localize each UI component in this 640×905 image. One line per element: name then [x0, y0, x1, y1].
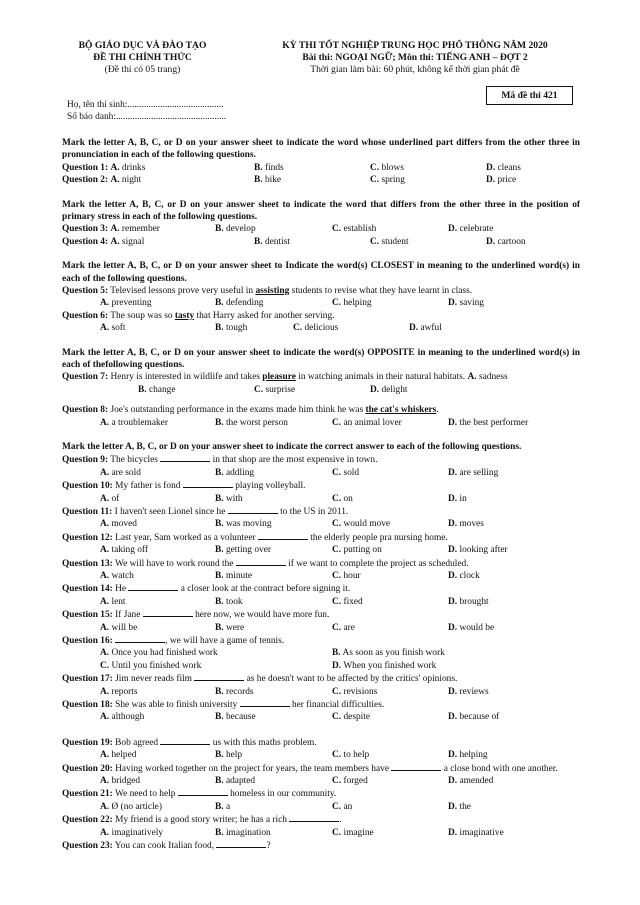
question-7: Question 7: Henry is interested in wildlife and takes pleasure in watching animals in their natural habitats. A. sadness	[62, 372, 508, 383]
question-15: Question 15: If Jane here now, we would have more fun.	[62, 610, 330, 621]
q2-option-c: spring	[381, 175, 405, 186]
student-info	[67, 99, 226, 123]
question-2: Question 2: A. night B. bike C. spring D. price	[62, 175, 517, 186]
q3-label: Question 3:	[62, 224, 109, 235]
answer-blank	[160, 453, 210, 462]
answer-blank	[194, 672, 244, 681]
q12-options: A. taking off B. getting over C. putting on D. looking after	[100, 545, 508, 556]
q13-options: A. watch B. minute C. hour D. clock	[100, 571, 480, 581]
q17-options: A. reports B. records C. revisions D. reviews	[100, 686, 489, 697]
answer-blank	[289, 813, 339, 822]
answer-blank	[240, 698, 290, 707]
q15-options: A. will be B. were C. are D. would be	[100, 622, 495, 633]
q6-options: A. soft B. tough C. delicious D. awful	[100, 323, 442, 334]
section-4-instruction: Mark the letter A, B, C, or D on your answer sheet to indicate the word(s) OPPOSITE in meaning to the underlined word(s) in each of thefollowing questions.	[62, 347, 580, 370]
question-8: Question 8: Joe's outstanding performance in the exams made him think he was the cat's whiskers.	[62, 405, 439, 416]
q4-option-b: dentist	[264, 236, 290, 247]
question-6: Question 6: The soup was so tasty that Harry asked for another serving.	[62, 310, 335, 321]
q3-option-c: establish	[343, 224, 377, 235]
q19-options: A. helped B. help C. to help D. helping	[100, 750, 488, 761]
q4-option-c: student	[381, 236, 409, 247]
question-19: Question 19: Bob agreed us with this maths problem.	[62, 737, 317, 748]
q2-option-d: price	[497, 175, 517, 186]
q18-options: A. although B. because C. despite D. because of	[100, 712, 500, 723]
q3-option-a: remember	[121, 224, 160, 235]
q8-options: A. a troublemaker B. the worst person C. an animal lover D. the best performer	[100, 417, 529, 428]
q11-options: A. moved B. was moving C. would move D. moves	[100, 519, 484, 530]
q8-underlined: the cat's whiskers	[365, 405, 437, 416]
q1-option-c: blows	[381, 162, 404, 173]
q4-option-d: cartoon	[497, 236, 526, 247]
student-name-line: Họ, tên thí sinh:.........................................	[67, 100, 224, 110]
q4-option-a: signal	[121, 236, 145, 247]
exam-subject: Bài thi: NGOẠI NGỮ; Môn thi: TIẾNG ANH – ĐỢT 2	[302, 52, 528, 63]
section-1-instruction: Mark the letter A, B, C, or D on your answer sheet to indicate the word whose underlined part differs from the other three in pronunciation in each of the following questions.	[62, 138, 580, 161]
question-4: Question 4: A. signal B. dentist C. student D. cartoon	[62, 236, 526, 247]
answer-blank	[258, 531, 308, 540]
question-13: Question 13: We will have to work round the if we want to complete the project as scheduled.	[62, 558, 469, 569]
q7-underlined: pleasure	[262, 372, 296, 383]
q1-option-a: drinks	[121, 162, 146, 173]
q3-option-b: develop	[225, 224, 256, 235]
q14-options: A. lent B. took C. fixed D. brought	[100, 596, 489, 607]
answer-blank	[183, 479, 233, 488]
q1-option-b: finds	[264, 162, 284, 173]
q6-underlined: tasty	[174, 310, 195, 321]
question-21: Question 21: We need to help homeless in our community.	[62, 789, 337, 800]
question-5: Question 5: Televised lessons prove very useful in assisting students to revise what they have learnt in class.	[62, 286, 473, 296]
q5-options: A. preventing B. defending C. helping D. saving	[100, 298, 484, 309]
exam-content	[62, 137, 580, 852]
pages-note: (Đề thi có 05 trang)	[104, 64, 181, 75]
header-left	[50, 40, 235, 76]
q3-option-d: celebrate	[459, 224, 494, 235]
ministry-name: BỘ GIÁO DỤC VÀ ĐÀO TẠO	[78, 40, 207, 51]
question-23: Question 23: You can cook Italian food, ?	[62, 840, 271, 851]
question-10: Question 10: My father is fond playing volleyball.	[62, 481, 306, 492]
answer-blank	[391, 762, 441, 771]
student-id-line: Số báo danh:...............................................	[67, 112, 227, 122]
q16-options-ab: A. Once you had finished work B. As soon as you finish work	[100, 648, 445, 659]
q4-label: Question 4:	[62, 236, 109, 247]
q10-options: A. of B. with C. on D. in	[100, 493, 467, 504]
q20-options: A. bridged B. adapted C. forged D. amended	[100, 775, 494, 786]
q2-label: Question 2:	[62, 175, 109, 186]
question-16: Question 16: , we will have a game of tennis.	[62, 635, 285, 646]
official-label: ĐỀ THI CHÍNH THỨC	[93, 52, 192, 63]
q9-options: A. are sold B. addling C. sold D. are selling	[100, 467, 499, 478]
answer-blank	[178, 787, 228, 796]
answer-blank	[228, 505, 278, 514]
q22-options: A. imaginatively B. imagination C. imagine D. imaginative	[100, 827, 504, 838]
exam-code-box: Mã đề thi 421	[486, 86, 573, 105]
q1-label: Question 1:	[62, 162, 109, 173]
question-9: Question 9: The bicycles in that shop are the most expensive in town.	[62, 455, 378, 466]
q21-options: A. Ø (no article) B. a C. an D. the	[100, 801, 471, 812]
question-22: Question 22: My friend is a good story writer; he has a rich .	[62, 815, 342, 826]
question-20: Question 20: Having worked together on the project for years, the team members have a close bond with one another.	[62, 763, 558, 774]
answer-blank	[160, 736, 210, 745]
question-1: Question 1: A. drinks B. finds C. blows D. cleans	[62, 162, 521, 173]
section-5-instruction: Mark the letter A, B, C, or D on your answer sheet to indicate the correct answer to each of the following questions.	[62, 442, 522, 452]
question-12: Question 12: Last year, Sam worked as a volunteer the elderly people pra nursing home.	[62, 532, 448, 543]
answer-blank	[143, 608, 193, 617]
question-11: Question 11: I haven't seen Lionel since he to the US in 2011.	[62, 507, 349, 517]
section-3-instruction: Mark the letter A, B, C, or D on your answer sheet to Indicate the word(s) CLOSEST in meaning to the underlined word(s) in each of the following questions.	[62, 261, 580, 284]
question-3: Question 3: A. remember B. develop C. establish D. celebrate	[62, 224, 494, 235]
question-18: Question 18: She was able to finish university her financial difficulties.	[62, 699, 385, 710]
question-17: Question 17: Jim never reads film as he doesn't want to be affected by the critics' opinions.	[62, 674, 458, 685]
q7-options: B. change C. surprise D. delight	[138, 384, 408, 395]
q16-options-cd: C. Until you finished work D. When you finished work	[100, 660, 437, 671]
q5-underlined: assisting	[255, 286, 290, 296]
exam-title: KỲ THI TỐT NGHIỆP TRUNG HỌC PHỔ THÔNG NĂM 2020	[282, 40, 548, 51]
answer-blank	[216, 839, 266, 848]
q2-option-b: bike	[264, 175, 282, 186]
q2-option-a: night	[121, 175, 142, 186]
answer-blank	[236, 557, 286, 566]
q1-option-d: cleans	[497, 162, 521, 173]
question-14: Question 14: He a closer look at the contract before signing it.	[62, 584, 351, 595]
answer-blank	[115, 634, 165, 643]
section-2-instruction: Mark the letter A, B, C, or D on your answer sheet to indicate the word that differs from the other three in the position of primary stress in each of the following questions.	[62, 199, 580, 222]
header-right	[220, 40, 610, 76]
answer-blank	[128, 582, 178, 591]
exam-time: Thời gian làm bài: 60 phút, không kể thời gian phát đề	[310, 64, 520, 75]
